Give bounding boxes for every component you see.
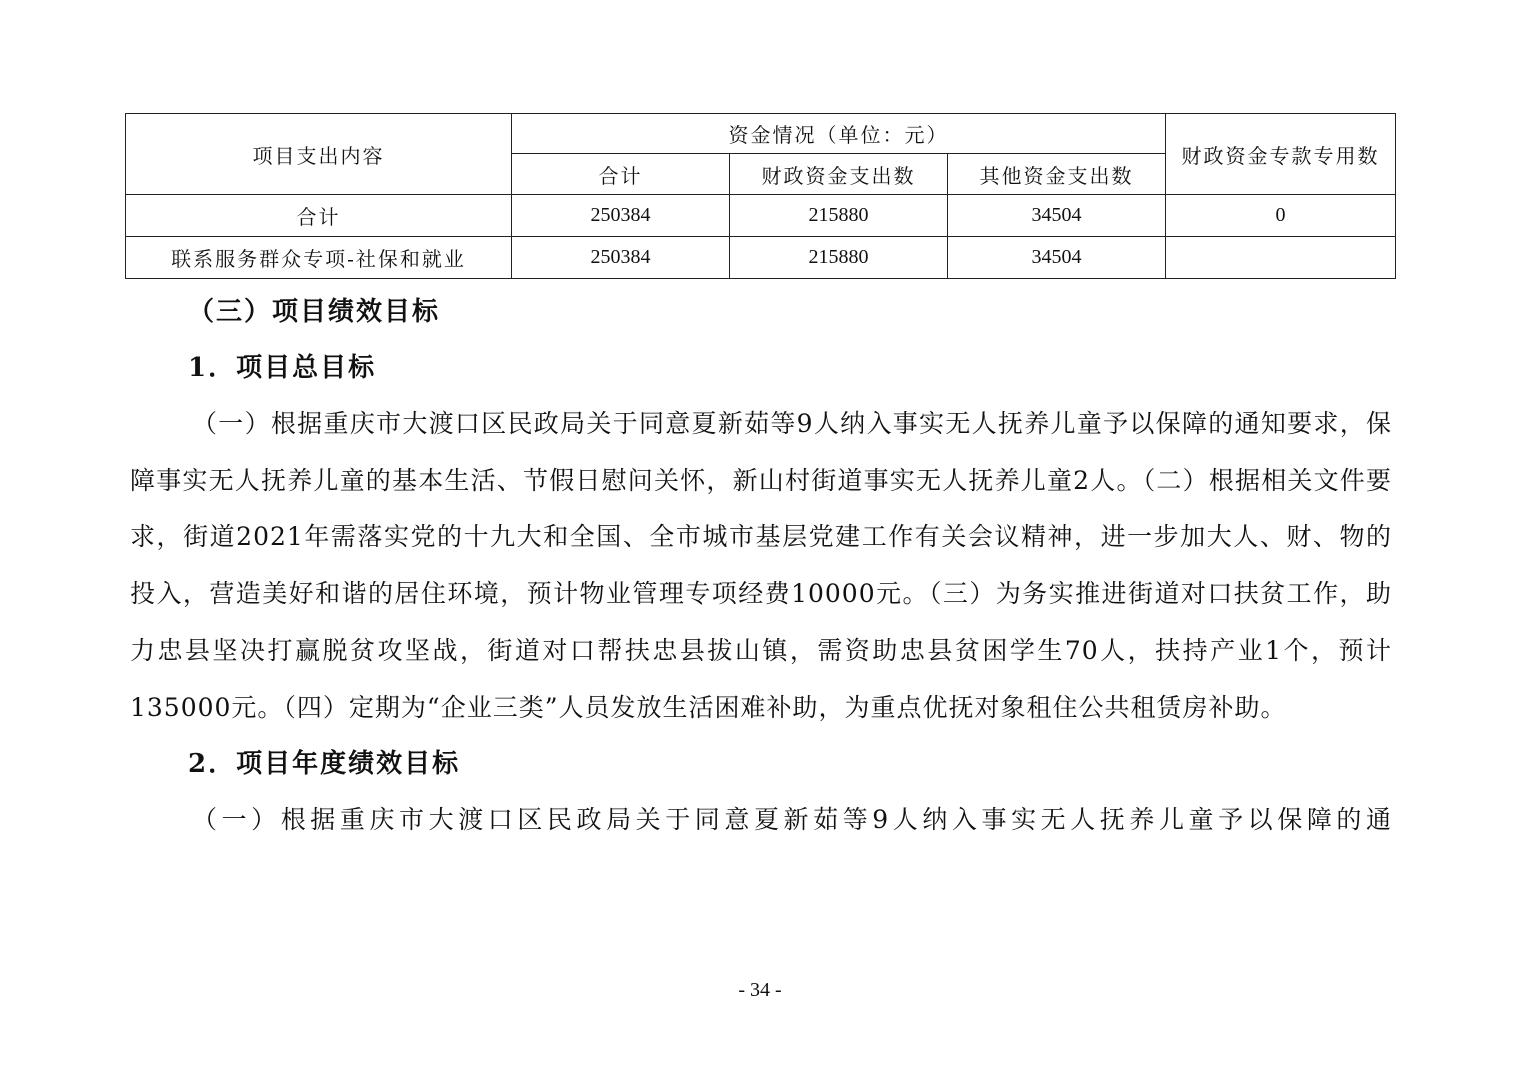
document-body	[130, 284, 1392, 849]
row-item: 联系服务群众专项-社保和就业	[126, 237, 512, 279]
section-title: （三）项目绩效目标	[188, 297, 441, 327]
funds-table	[125, 113, 1396, 279]
header-other-column: 其他资金支出数	[948, 154, 1166, 195]
row-total: 250384	[512, 237, 730, 279]
header-special-column: 财政资金专款专用数	[1166, 114, 1396, 195]
overall-goal-paragraph: （一）根据重庆市大渡口区民政局关于同意夏新茹等9人纳入事实无人抚养儿童予以保障的通知要求，保障事实无人抚养儿童的基本生活、节假日慰问关怀，新山村街道事实无人抚养儿童2人。（二）根据相关文件要求，街道2021年需落实党的十九大和全国、全市城市基层党建工作有关会议精神，进一步加大人、财、物的投入，营造美好和谐的居住环境，预计物业管理专项经费10000元。（三）为务实推进街道对口扶贫工作，助力忠县坚决打赢脱贫攻坚战，街道对口帮扶忠县拔山镇，需资助忠县贫困学生70人，扶持产业1个，预计135000元。（四）定期为“企业三类”人员发放生活困难补助，为重点优抚对象租住公共租赁房补助。	[130, 409, 1392, 722]
page-number: - 34 -	[738, 979, 782, 1001]
subsection-title-annual-goal: 2．项目年度绩效目标	[188, 749, 461, 780]
header-fiscal-column: 财政资金支出数	[730, 154, 948, 195]
table-row	[126, 237, 1396, 279]
row-special: 0	[1166, 195, 1396, 237]
subsection-title-overall-goal: 1．项目总目标	[188, 353, 377, 383]
table-header-row	[126, 114, 1396, 154]
annual-goal-paragraph: （一）根据重庆市大渡口区民政局关于同意夏新茹等9人纳入事实无人抚养儿童予以保障的通	[192, 805, 1392, 835]
row-item: 合计	[126, 195, 512, 237]
header-item-column: 项目支出内容	[126, 114, 512, 195]
row-fiscal: 215880	[730, 195, 948, 237]
header-total-column: 合计	[512, 154, 730, 195]
row-total: 250384	[512, 195, 730, 237]
table-row	[126, 195, 1396, 237]
row-other: 34504	[948, 195, 1166, 237]
row-special	[1166, 237, 1396, 279]
row-other: 34504	[948, 237, 1166, 279]
row-fiscal: 215880	[730, 237, 948, 279]
header-funds-group: 资金情况（单位：元）	[512, 114, 1166, 154]
